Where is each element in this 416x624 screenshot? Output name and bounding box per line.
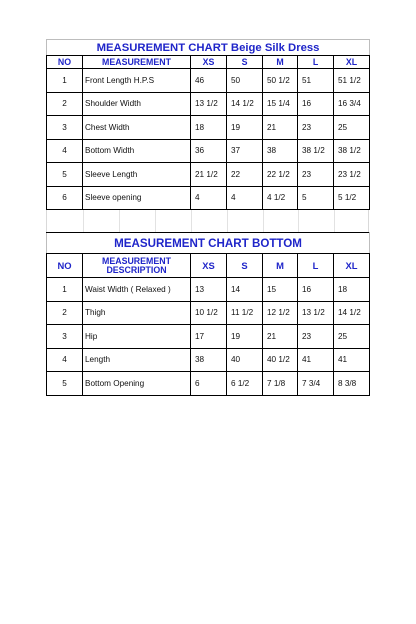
size-value: 38 1/2 — [298, 139, 334, 163]
size-value: 19 — [227, 116, 263, 140]
size-value: 50 — [227, 69, 263, 93]
row-number: 4 — [47, 348, 83, 372]
size-value: 38 — [263, 139, 298, 163]
size-value: 16 — [298, 92, 334, 116]
header-no: NO — [47, 56, 83, 69]
size-value: 50 1/2 — [263, 69, 298, 93]
row-number: 6 — [47, 186, 83, 210]
size-value: 38 — [191, 348, 227, 372]
size-value: 23 — [298, 163, 334, 187]
measurement-name: Thigh — [83, 301, 191, 325]
size-value: 18 — [334, 278, 370, 302]
size-value: 12 1/2 — [263, 301, 298, 325]
size-value: 46 — [191, 69, 227, 93]
header-l: L — [298, 56, 334, 69]
size-value: 5 — [298, 186, 334, 210]
size-value: 41 — [334, 348, 370, 372]
size-value: 19 — [227, 325, 263, 349]
size-value: 21 1/2 — [191, 163, 227, 187]
table-row — [47, 325, 370, 349]
size-value: 40 — [227, 348, 263, 372]
bottom-chart-title: MEASUREMENT CHART BOTTOM — [47, 233, 370, 254]
row-number: 3 — [47, 325, 83, 349]
bottom-header-row — [47, 254, 370, 278]
table-row — [47, 301, 370, 325]
size-value: 8 3/8 — [334, 372, 370, 396]
table-row — [47, 116, 370, 140]
row-number: 4 — [47, 139, 83, 163]
row-number: 1 — [47, 278, 83, 302]
size-value: 21 — [263, 325, 298, 349]
row-number: 3 — [47, 116, 83, 140]
table-row — [47, 139, 370, 163]
row-number: 5 — [47, 372, 83, 396]
size-value: 15 — [263, 278, 298, 302]
size-value: 11 1/2 — [227, 301, 263, 325]
size-value: 14 — [227, 278, 263, 302]
dress-measurement-table — [46, 39, 370, 210]
size-value: 38 1/2 — [334, 139, 370, 163]
header-no: NO — [47, 254, 83, 278]
size-value: 13 — [191, 278, 227, 302]
size-value: 25 — [334, 325, 370, 349]
measurement-name: Front Length H.P.S — [83, 69, 191, 93]
size-value: 36 — [191, 139, 227, 163]
header-m: M — [263, 56, 298, 69]
header-s: S — [227, 254, 263, 278]
size-value: 23 — [298, 116, 334, 140]
size-value: 5 1/2 — [334, 186, 370, 210]
header-measurement-description: MEASUREMENT DESCRIPTION — [83, 254, 191, 278]
size-value: 51 1/2 — [334, 69, 370, 93]
size-value: 17 — [191, 325, 227, 349]
dress-chart-title: MEASUREMENT CHART Beige Silk Dress — [47, 40, 370, 56]
size-value: 13 1/2 — [191, 92, 227, 116]
size-value: 22 1/2 — [263, 163, 298, 187]
row-number: 5 — [47, 163, 83, 187]
size-value: 23 1/2 — [334, 163, 370, 187]
measurement-name: Chest Width — [83, 116, 191, 140]
header-l: L — [298, 254, 334, 278]
size-value: 51 — [298, 69, 334, 93]
size-value: 25 — [334, 116, 370, 140]
size-value: 14 1/2 — [334, 301, 370, 325]
size-value: 7 3/4 — [298, 372, 334, 396]
header-xl: XL — [334, 56, 370, 69]
measurement-name: Sleeve Length — [83, 163, 191, 187]
row-number: 1 — [47, 69, 83, 93]
size-value: 6 1/2 — [227, 372, 263, 396]
row-number: 2 — [47, 92, 83, 116]
table-row — [47, 372, 370, 396]
bottom-measurement-table — [46, 232, 370, 396]
size-value: 7 1/8 — [263, 372, 298, 396]
row-number: 2 — [47, 301, 83, 325]
table-row — [47, 278, 370, 302]
size-value: 23 — [298, 325, 334, 349]
header-m: M — [263, 254, 298, 278]
size-value: 21 — [263, 116, 298, 140]
size-value: 13 1/2 — [298, 301, 334, 325]
size-value: 4 1/2 — [263, 186, 298, 210]
table-row — [47, 186, 370, 210]
measurement-name: Length — [83, 348, 191, 372]
size-value: 40 1/2 — [263, 348, 298, 372]
table-row — [47, 163, 370, 187]
header-xl: XL — [334, 254, 370, 278]
size-value: 37 — [227, 139, 263, 163]
header-measurement: MEASUREMENT — [83, 56, 191, 69]
size-value: 15 1/4 — [263, 92, 298, 116]
size-value: 16 — [298, 278, 334, 302]
size-value: 4 — [227, 186, 263, 210]
size-value: 14 1/2 — [227, 92, 263, 116]
size-value: 16 3/4 — [334, 92, 370, 116]
size-value: 18 — [191, 116, 227, 140]
header-xs: XS — [191, 254, 227, 278]
dress-header-row — [47, 56, 370, 69]
header-s: S — [227, 56, 263, 69]
measurement-name: Bottom Width — [83, 139, 191, 163]
header-xs: XS — [191, 56, 227, 69]
size-value: 10 1/2 — [191, 301, 227, 325]
measurement-name: Bottom Opening — [83, 372, 191, 396]
size-value: 6 — [191, 372, 227, 396]
size-value: 4 — [191, 186, 227, 210]
measurement-name: Hip — [83, 325, 191, 349]
measurement-name: Waist Width ( Relaxed ) — [83, 278, 191, 302]
size-value: 41 — [298, 348, 334, 372]
measurement-name: Sleeve opening — [83, 186, 191, 210]
measurement-name: Shoulder Width — [83, 92, 191, 116]
measurement-sheet — [46, 39, 369, 396]
spacer-rows — [46, 210, 369, 232]
table-row — [47, 92, 370, 116]
table-row — [47, 348, 370, 372]
table-row — [47, 69, 370, 93]
size-value: 22 — [227, 163, 263, 187]
